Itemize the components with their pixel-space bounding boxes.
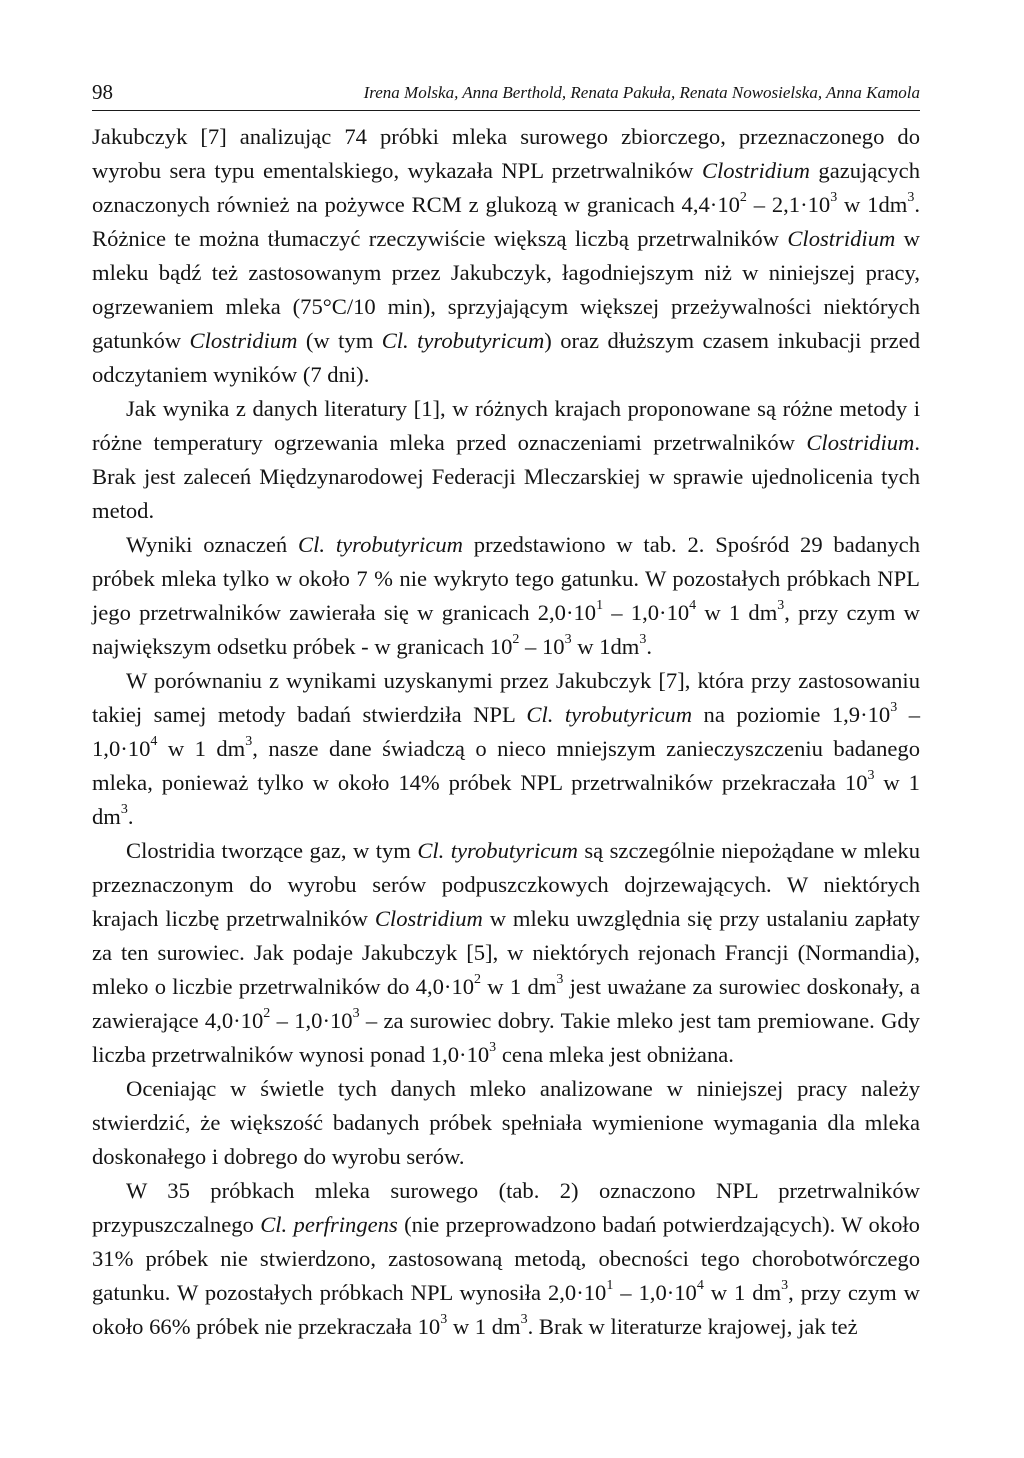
text-run: . — [127, 804, 134, 829]
superscript: 4 — [689, 598, 697, 614]
superscript: 3 — [639, 632, 647, 648]
paragraph — [92, 392, 920, 528]
superscript: 2 — [474, 972, 482, 988]
text-run: w 1 dm — [447, 1314, 521, 1339]
text-run: . Brak jest zaleceń Międzynarodowej Federacji Mleczarskiej w sprawie ujednolicenia tych metod. — [92, 430, 920, 523]
italic-term: Clostridium — [189, 328, 298, 353]
text-run: w 1 dm — [92, 770, 920, 829]
text-run: Jakubczyk [7] analizując 74 próbki mleka surowego zbiorczego, przeznaczonego do wyrobu sera typu ementalskiego, wykazała NPL przetrwalników — [92, 124, 920, 183]
paragraph — [92, 664, 920, 834]
italic-term: Cl. tyrobutyricum — [526, 702, 693, 727]
superscript: 2 — [263, 1006, 271, 1022]
text-run: . Różnice te można tłumaczyć rzeczywiście większą liczbą przetrwalników — [92, 192, 920, 251]
text-run: w 1 dm — [703, 1280, 782, 1305]
text-run: cena mleka jest obniżana. — [496, 1042, 734, 1067]
superscript: 3 — [777, 598, 785, 614]
superscript: 2 — [512, 632, 520, 648]
text-run: – 1,0·10 — [603, 600, 690, 625]
text-run: Jak wynika z danych literatury [1], w różnych krajach proponowane są różne metody i różne temperatury ogrzewania mleka przed oznaczeniami przetrwalników — [92, 396, 920, 455]
text-run: , przy czym w około 66% próbek nie przekraczała 10 — [92, 1280, 920, 1339]
page-number: 98 — [92, 80, 113, 104]
text-run: w mleku bądź też zastosowanym przez Jakubczyk, łagodniejszym niż w niniejszej pracy, ogrzewaniem mleka (75°C/10 min), sprzyjającym większej przeżywalności niektórych gatunków — [92, 226, 920, 353]
superscript: 4 — [696, 1278, 704, 1294]
text-run: w 1 dm — [157, 736, 246, 761]
text-run: – 2,1·10 — [746, 192, 831, 217]
text-run: gazujących oznaczonych również na pożywce RCM z glukozą w granicach 4,4·10 — [92, 158, 920, 217]
superscript: 3 — [867, 768, 875, 784]
text-run: W 35 próbkach mleka surowego (tab. 2) oznaczono NPL przetrwalników przypuszczalnego — [92, 1178, 920, 1237]
text-run: ) oraz dłuższym czasem inkubacji przed odczytaniem wyników (7 dni). — [92, 328, 921, 387]
text-run: . — [646, 634, 652, 659]
text-run: przedstawiono w tab. 2. Spośród 29 badanych próbek mleka tylko w około 7 % nie wykryto tego gatunku. W pozostałych próbkach NPL jego przetrwalników zawierała się w granicach 2,0·10 — [92, 532, 920, 625]
superscript: 3 — [352, 1006, 360, 1022]
italic-term: Clostridium — [787, 226, 896, 251]
text-run: W porównaniu z wynikami uzyskanymi przez Jakubczyk [7], która przy zastosowaniu takiej samej metody badań stwierdziła NPL — [92, 668, 920, 727]
text-run: Wyniki oznaczeń — [126, 532, 299, 557]
text-run: w 1dm — [837, 192, 908, 217]
italic-term: Clostridium — [701, 158, 810, 183]
superscript: 3 — [890, 700, 898, 716]
text-run: – 1,0·10 — [92, 702, 921, 761]
text-run: Oceniając w świetle tych danych mleko analizowane w niniejszej pracy należy stwierdzić, że większość badanych próbek spełniała wymienione wymagania dla mleka doskonałego i dobrego do wyrobu serów. — [92, 1076, 920, 1169]
text-run: – 1,0·10 — [613, 1280, 697, 1305]
paragraph — [92, 834, 920, 1072]
superscript: 2 — [739, 190, 747, 206]
text-run: (nie przeprowadzono badań potwierdzających). W około 31% próbek nie stwierdzono, zastosowaną metodą, obecności tego chorobotwórczego gatunku. W pozostałych próbkach NPL wynosiła 2,0·10 — [92, 1212, 920, 1305]
italic-term: Cl. tyrobutyricum — [417, 838, 578, 863]
text-run: – 1,0·10 — [270, 1008, 353, 1033]
superscript: 4 — [150, 734, 158, 750]
superscript: 1 — [606, 1278, 614, 1294]
text-run: na poziomie 1,9·10 — [692, 702, 891, 727]
text-run: – za surowiec dobry. Takie mleko jest tam premiowane. Gdy liczba przetrwalników wynosi ponad 1,0·10 — [92, 1008, 920, 1067]
italic-term: Cl. tyrobutyricum — [298, 532, 463, 557]
text-run: , przy czym w największym odsetku próbek - w granicach 10 — [92, 600, 920, 659]
text-run: w mleku uwzględnia się przy ustalaniu zapłaty za ten surowiec. Jak podaje Jakubczyk [5], w niektórych rejonach Francji (Normandia), mleko o liczbie przetrwalników do 4,0·10 — [92, 906, 920, 999]
superscript: 3 — [830, 190, 838, 206]
italic-term: Clostridium — [806, 430, 915, 455]
superscript: 3 — [245, 734, 253, 750]
body-text — [92, 120, 920, 1344]
text-run: w 1 dm — [696, 600, 778, 625]
superscript: 3 — [564, 632, 572, 648]
paragraph — [92, 1072, 920, 1174]
text-run: jest uważane za surowiec doskonały, a zawierające 4,0·10 — [92, 974, 921, 1033]
superscript: 3 — [907, 190, 915, 206]
superscript: 3 — [781, 1278, 789, 1294]
text-run: w 1dm — [571, 634, 640, 659]
italic-term: Clostridium — [374, 906, 483, 931]
paragraph — [92, 528, 920, 664]
running-head-authors: Irena Molska, Anna Berthold, Renata Pakuła, Renata Nowosielska, Anna Kamola — [363, 83, 920, 102]
text-run: w 1 dm — [481, 974, 557, 999]
superscript: 3 — [440, 1312, 448, 1328]
text-run: Clostridia tworzące gaz, w tym — [126, 838, 418, 863]
text-run: , nasze dane świadczą o nieco mniejszym zanieczyszczeniu badanego mleka, ponieważ tylko w około 14% próbek NPL przetrwalników przekraczała 10 — [92, 736, 920, 795]
italic-term: Cl. perfringens — [260, 1212, 398, 1237]
paragraph — [92, 120, 920, 392]
text-run: . Brak w literaturze krajowej, jak też — [527, 1314, 858, 1339]
text-run: są szczególnie niepożądane w mleku przeznaczonym do wyrobu serów podpuszczkowych dojrzewających. W niektórych krajach liczbę przetrwalników — [92, 838, 921, 931]
text-run: – 10 — [519, 634, 565, 659]
page-header — [92, 80, 920, 111]
text-run: (w tym — [297, 328, 382, 353]
paragraph — [92, 1174, 920, 1344]
superscript: 3 — [489, 1040, 497, 1056]
italic-term: Cl. tyrobutyricum — [381, 328, 545, 353]
superscript: 3 — [120, 802, 128, 818]
superscript: 3 — [520, 1312, 528, 1328]
superscript: 1 — [596, 598, 604, 614]
superscript: 3 — [556, 972, 564, 988]
